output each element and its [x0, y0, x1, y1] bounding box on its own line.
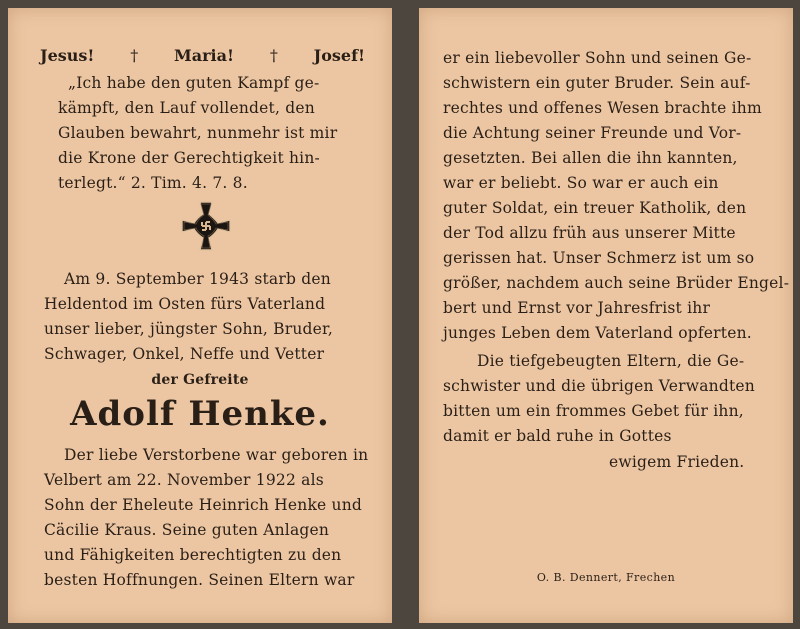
- death-line: Am 9. September 1943 starb den: [64, 270, 331, 288]
- closing-line: schwister und die übrigen Verwandten: [443, 377, 755, 395]
- bio-line: Cäcilie Kraus. Seine guten Anlagen: [44, 521, 330, 539]
- quote-line: kämpft, den Lauf vollendet, den: [58, 99, 315, 117]
- right-page: [419, 8, 793, 623]
- text-line: größer, nachdem auch seine Brüder Engel-: [443, 274, 790, 292]
- closing-line: Die tiefgebeugten Eltern, die Ge-: [477, 352, 745, 370]
- cross-icon: †: [269, 46, 278, 65]
- closing-end: ewigem Frieden.: [609, 453, 745, 471]
- text-line: schwistern ein guter Bruder. Sein auf-: [443, 74, 751, 92]
- death-line: Schwager, Onkel, Neffe und Vetter: [44, 345, 325, 363]
- bio-line: Sohn der Eheleute Heinrich Henke und: [44, 496, 363, 514]
- maria-label: Maria!: [174, 46, 235, 65]
- bio-line: besten Hoffnungen. Seinen Eltern war: [44, 571, 355, 589]
- deceased-name: Adolf Henke.: [70, 394, 330, 434]
- quote-line: Glauben bewahrt, nunmehr ist mir: [58, 124, 338, 142]
- text-line: die Achtung seiner Freunde und Vor-: [443, 124, 742, 142]
- text-line: gesetzten. Bei allen die ihn kannten,: [443, 149, 738, 167]
- rank-label: der Gefreite: [151, 372, 249, 388]
- death-line: Heldentod im Osten fürs Vaterland: [44, 295, 326, 313]
- cross-icon: †: [130, 46, 139, 65]
- closing-line: damit er bald ruhe in Gottes: [443, 427, 672, 445]
- death-line: unser lieber, jüngster Sohn, Bruder,: [44, 320, 334, 338]
- bio-line: Velbert am 22. November 1922 als: [44, 471, 324, 489]
- quote-line: die Krone der Gerechtigkeit hin-: [58, 149, 320, 167]
- text-line: war er beliebt. So war er auch ein: [443, 174, 719, 192]
- josef-label: Josef!: [313, 46, 365, 65]
- text-line: gerissen hat. Unser Schmerz ist um so: [443, 249, 755, 267]
- text-line: junges Leben dem Vaterland opferten.: [443, 324, 752, 342]
- invocation-header: [40, 46, 365, 65]
- text-line: bert und Ernst vor Jahresfrist ihr: [443, 299, 711, 317]
- printer-imprint: O. B. Dennert, Frechen: [536, 571, 676, 584]
- text-line: rechtes und offenes Wesen brachte ihm: [443, 99, 762, 117]
- closing-line: bitten um ein frommes Gebet für ihn,: [443, 402, 744, 420]
- bio-line: und Fähigkeiten berechtigten zu den: [44, 546, 342, 564]
- iron-cross-icon: [178, 198, 234, 254]
- text-line: er ein liebevoller Sohn und seinen Ge-: [443, 49, 752, 67]
- quote-line: „Ich habe den guten Kampf ge-: [68, 74, 320, 92]
- text-line: guter Soldat, ein treuer Katholik, den: [443, 199, 747, 217]
- bio-line: Der liebe Verstorbene war geboren in: [64, 446, 369, 464]
- quote-line: terlegt.“ 2. Tim. 4. 7. 8.: [58, 174, 248, 192]
- left-page: [8, 8, 392, 623]
- text-line: der Tod allzu früh aus unserer Mitte: [443, 224, 736, 242]
- jesus-label: Jesus!: [40, 46, 95, 65]
